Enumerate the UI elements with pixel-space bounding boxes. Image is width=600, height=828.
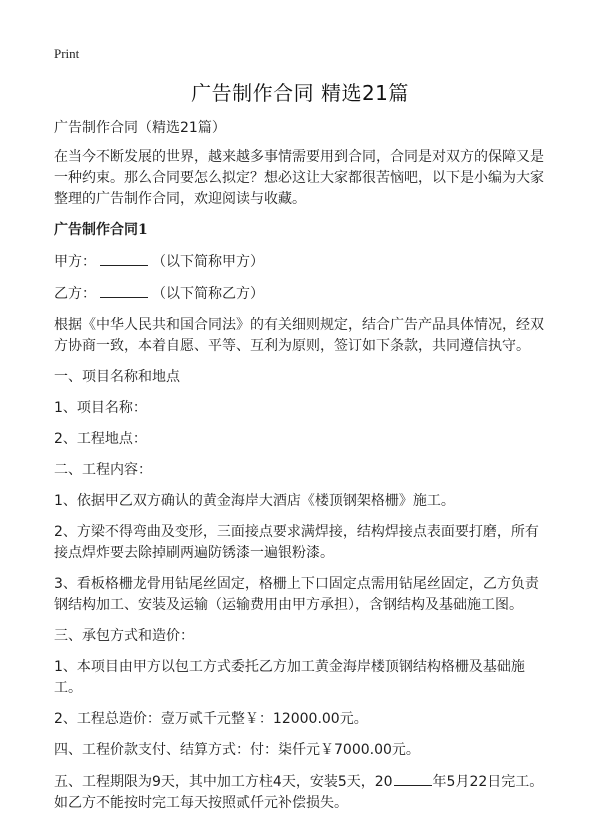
clause-1-item-1: 1、项目名称： [54, 400, 147, 416]
document-body [54, 118, 548, 824]
preamble-paragraph: 根据《中华人民共和国合同法》的有关细则规定，结合广告产品具体情况，经双方协商一致，本着自愿、平等、互利为原则，签订如下条款，共同遵信执守。 [54, 317, 544, 354]
party-b-line [54, 283, 548, 305]
party-a-blank [100, 251, 148, 266]
intro-paragraph: 在当今不断发展的世界，越来越多事情需要用到合同，合同是对双方的保障又是一种约束。那么合同要怎么拟定？想必这让大家都很苦恼吧，以下是小编为大家整理的广告制作合同，欢迎阅读与收藏。 [54, 149, 544, 207]
party-a-note: （以下简称甲方） [152, 254, 264, 270]
clause-2-item-2: 2、方梁不得弯曲及变形，三面接点要求满焊接，结构焊接点表面要打磨，所有接点焊炸要去除掉刷两遍防锈漆一遍银粉漆。 [54, 524, 539, 561]
clause-2-item-3: 3、看板格栅龙骨用钻尾丝固定，格栅上下口固定点需用钻尾丝固定，乙方负责钢结构加工、安装及运输（运输费用由甲方承担），含钢结构及基础施工图。 [54, 576, 539, 613]
clause-2-item-1: 1、依据甲乙双方确认的黄金海岸大酒店《楼顶钢架格栅》施工。 [54, 493, 455, 509]
clause-1-title: 一、项目名称和地点 [54, 369, 180, 385]
clause-2-title: 二、工程内容： [54, 462, 152, 478]
clause-5-text-start: 五、工程期限为9天，其中加工方柱4天，安装5天，20 [54, 774, 393, 790]
party-a-label: 甲方： [54, 254, 96, 270]
clause-3-item-1: 1、本项目由甲方以包工方式委托乙方加工黄金海岸楼顶钢结构格栅及基础施工。 [54, 659, 525, 696]
clause-1-item-2: 2、工程地点： [54, 431, 147, 447]
clause-5 [54, 771, 548, 814]
print-label[interactable]: Print [54, 46, 80, 61]
party-b-note: （以下简称乙方） [152, 286, 264, 302]
party-a-line [54, 251, 548, 273]
clause-3-title: 三、承包方式和造价： [54, 628, 194, 644]
document-subtitle: 广告制作合同（精选21篇） [54, 120, 226, 136]
party-b-label: 乙方： [54, 286, 96, 302]
clause-5-text-end: 年5月22日完工。如乙方不能按时完工每天按照贰仟元补偿损失。 [54, 774, 544, 811]
clause-3-item-2: 2、工程总造价：壹万贰千元整￥：12000.00元。 [54, 711, 368, 727]
clause-4: 四、工程价款支付、结算方式：付：柒仟元￥7000.00元。 [54, 742, 420, 758]
party-b-blank [100, 283, 148, 298]
section-heading: 广告制作合同1 [54, 222, 148, 238]
year-blank [394, 771, 432, 786]
document-title: 广告制作合同 精选21篇 [191, 81, 409, 105]
